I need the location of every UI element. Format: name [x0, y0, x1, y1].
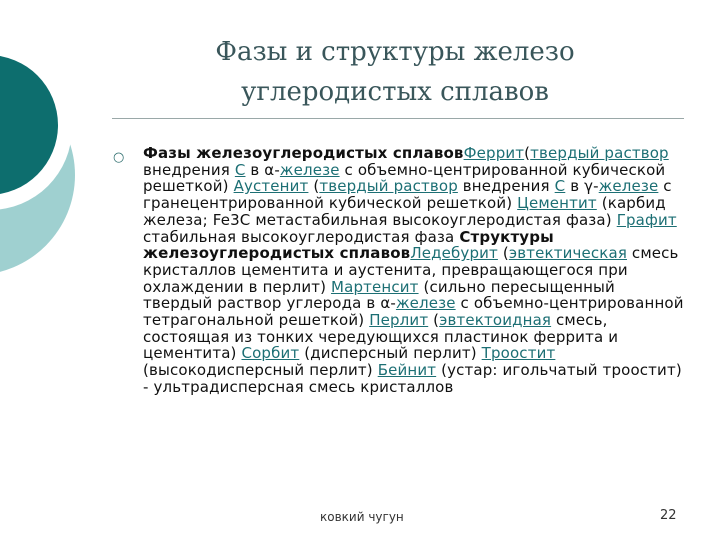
link-bainite[interactable]: Бейнит: [377, 361, 437, 380]
slide-body-text: [143, 145, 688, 396]
decorative-teal-circles: [0, 0, 120, 300]
page-number: 22: [660, 508, 677, 523]
structures-heading: Структуры железоуглеродистых сплавов: [143, 227, 554, 263]
body-text: (дисперсный перлит): [299, 344, 482, 363]
body-text: (карбид железа; Fe3C метастабильная высокоуглеродистая фаза): [143, 194, 666, 229]
link-troostite[interactable]: Троостит: [481, 344, 556, 363]
title-divider: [112, 118, 684, 119]
link-martensite[interactable]: Мартенсит: [331, 277, 419, 296]
body-text: (высокодисперсный перлит): [143, 361, 378, 380]
slide-title: [150, 32, 640, 112]
body-text: с объемно-центрированной кубической решеткой): [143, 160, 666, 196]
slide-footer: ковкий чугун: [320, 510, 404, 524]
link-graphite[interactable]: Графит: [616, 210, 677, 229]
link-iron[interactable]: железе: [395, 294, 456, 313]
link-cementite[interactable]: Цементит: [517, 194, 597, 213]
title-line-2: углеродистых сплавов: [241, 77, 549, 107]
link-solid-solution[interactable]: твердый раствор: [530, 144, 669, 162]
link-carbon[interactable]: C: [554, 177, 566, 196]
link-ledeburite[interactable]: Ледебурит: [410, 244, 498, 263]
body-text: (: [428, 311, 440, 330]
body-text: (устар: игольчатый троостит) - ультрадисперсная смесь кристаллов: [143, 361, 682, 396]
link-iron[interactable]: железе: [598, 177, 659, 196]
body-text: (: [308, 177, 320, 196]
link-iron[interactable]: железе: [279, 160, 340, 179]
body-text: внедрения: [143, 160, 235, 179]
link-sorbite[interactable]: Сорбит: [241, 344, 300, 363]
body-text: (сильно пересыщенный твердый раствор углерода в α-: [143, 277, 615, 313]
body-text: внедрения: [457, 177, 555, 196]
body-text: (: [524, 144, 531, 162]
link-solid-solution[interactable]: твердый раствор: [319, 177, 458, 196]
link-eutectoid[interactable]: эвтектоидная: [439, 311, 552, 330]
phases-heading: Фазы железоуглеродистых сплавов: [143, 144, 464, 162]
bullet-circle-icon: ○: [113, 150, 125, 165]
link-pearlite[interactable]: Перлит: [369, 311, 429, 330]
link-ferrite[interactable]: Феррит: [463, 144, 525, 162]
body-text: в α-: [245, 160, 280, 179]
body-text: в γ-: [565, 177, 599, 196]
body-text: с гранецентрированной кубической решеткой): [143, 177, 672, 213]
link-austenite[interactable]: Аустенит: [233, 177, 309, 196]
link-eutectic[interactable]: эвтектическая: [508, 244, 627, 263]
link-carbon[interactable]: C: [234, 160, 246, 179]
title-line-1: Фазы и структуры железо: [215, 37, 575, 67]
body-text: с объемно-центрированной тетрагональной решеткой): [143, 294, 684, 330]
body-text: (: [497, 244, 509, 263]
body-text: смесь кристаллов цементита и аустенита, превращающегося при охлаждении в перлит): [143, 244, 679, 296]
body-text: смесь, состоящая из тонких чередующихся пластинок феррита и цементита): [143, 311, 619, 363]
body-text: стабильная высокоуглеродистая фаза: [143, 227, 460, 246]
